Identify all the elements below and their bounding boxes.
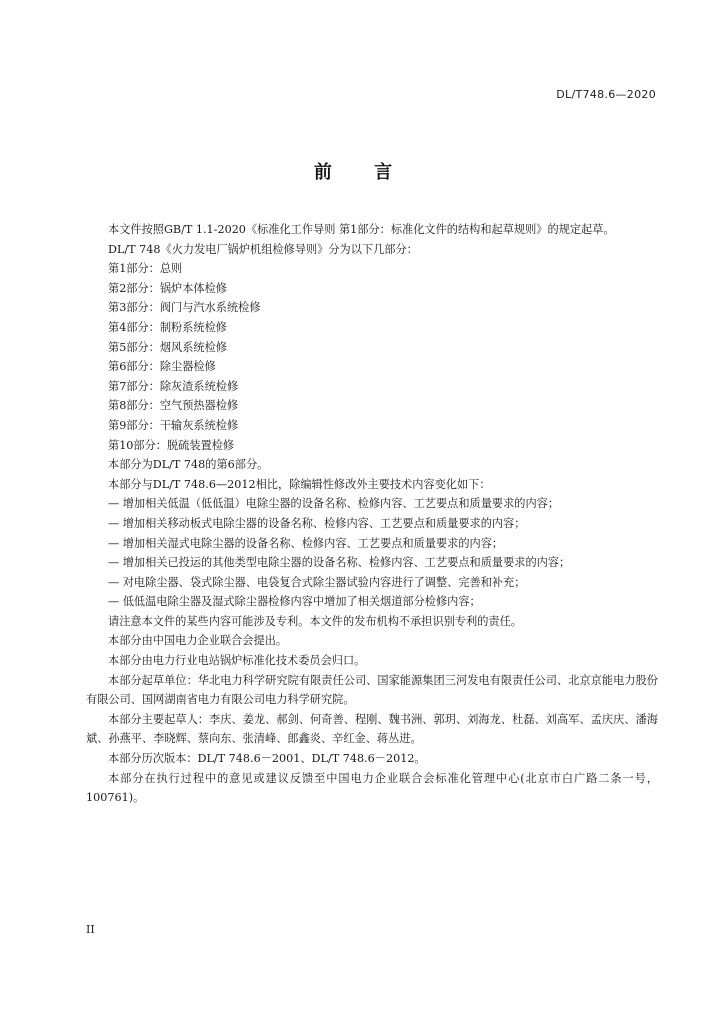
part-item: 第3部分：阀门与汽水系统检修 <box>108 301 261 315</box>
document-code: DL/T748.6—2020 <box>556 88 656 101</box>
feedback-paragraph: 本部分在执行过程中的意见或建议反馈至中国电力企业联合会标准化管理中心(北京市白广路二条一号，100761)。 <box>86 771 658 805</box>
change-item: — 增加相关湿式电除尘器的设备名称、检修内容、工艺要点和质量要求的内容； <box>108 536 504 550</box>
changes-intro-paragraph: 本部分与DL/T 748.6—2012相比，除编辑性修改外主要技术内容变化如下： <box>108 477 491 491</box>
part-item: 第7部分：除灰渣系统检修 <box>108 379 239 393</box>
parts-intro-paragraph: DL/T 748《火力发电厂锅炉机组检修导则》分为以下几部分： <box>108 242 418 256</box>
change-item: — 低低温电除尘器及湿式除尘器检修内容中增加了相关烟道部分检修内容； <box>108 595 481 609</box>
change-item: — 增加相关低温（低低温）电除尘器的设备名称、检修内容、工艺要点和质量要求的内容； <box>108 497 560 511</box>
change-item: — 增加相关移动板式电除尘器的设备名称、检修内容、工艺要点和质量要求的内容； <box>108 516 526 530</box>
foreword-body <box>86 220 658 808</box>
part-item: 第1部分：总则 <box>108 262 183 276</box>
drafters-paragraph: 本部分主要起草人：李庆、姜龙、郝剑、何奇善、程刚、魏书洲、郭玥、刘海龙、杜磊、刘高军、孟庆庆、潘海斌、孙燕平、李晓辉、蔡向东、张清峰、郎鑫炎、辛红金、蒋丛进。 <box>86 712 658 746</box>
part-item: 第8部分：空气预热器检修 <box>108 399 239 413</box>
intro-paragraph: 本文件按照GB/T 1.1-2020《标准化工作导则 第1部分：标准化文件的结构和起草规则》的规定起草。 <box>108 223 615 236</box>
part-item: 第5部分：烟风系统检修 <box>108 340 227 354</box>
page-number: II <box>86 923 95 936</box>
proposed-paragraph: 本部分由中国电力企业联合会提出。 <box>108 634 288 648</box>
patent-paragraph: 请注意本文件的某些内容可能涉及专利。本文件的发布机构不承担识别专利的责任。 <box>108 614 522 628</box>
part-item: 第10部分：脱硫装置检修 <box>108 438 235 452</box>
part-item: 第4部分：制粉系统检修 <box>108 320 227 334</box>
managed-paragraph: 本部分由电力行业电站锅炉标准化技术委员会归口。 <box>108 654 366 668</box>
change-item: — 增加相关已投运的其他类型电除尘器的设备名称、检修内容、工艺要点和质量要求的内容； <box>108 556 571 570</box>
history-paragraph: 本部分历次版本：DL/T 748.6－2001、DL/T 748.6－2012。 <box>108 752 426 766</box>
this-part-paragraph: 本部分为DL/T 748的第6部分。 <box>108 458 269 472</box>
drafting-units-paragraph: 本部分起草单位：华北电力科学研究院有限责任公司、国家能源集团三河发电有限责任公司、北京京能电力股份有限公司、国网湖南省电力有限公司电力科学研究院。 <box>86 673 658 707</box>
page-title: 前 言 <box>313 162 411 183</box>
part-item: 第2部分：锅炉本体检修 <box>108 281 227 295</box>
part-item: 第6部分：除尘器检修 <box>108 360 216 374</box>
part-item: 第9部分：干输灰系统检修 <box>108 418 239 432</box>
change-item: — 对电除尘器、袋式除尘器、电袋复合式除尘器试验内容进行了调整、完善和补充； <box>108 575 526 589</box>
